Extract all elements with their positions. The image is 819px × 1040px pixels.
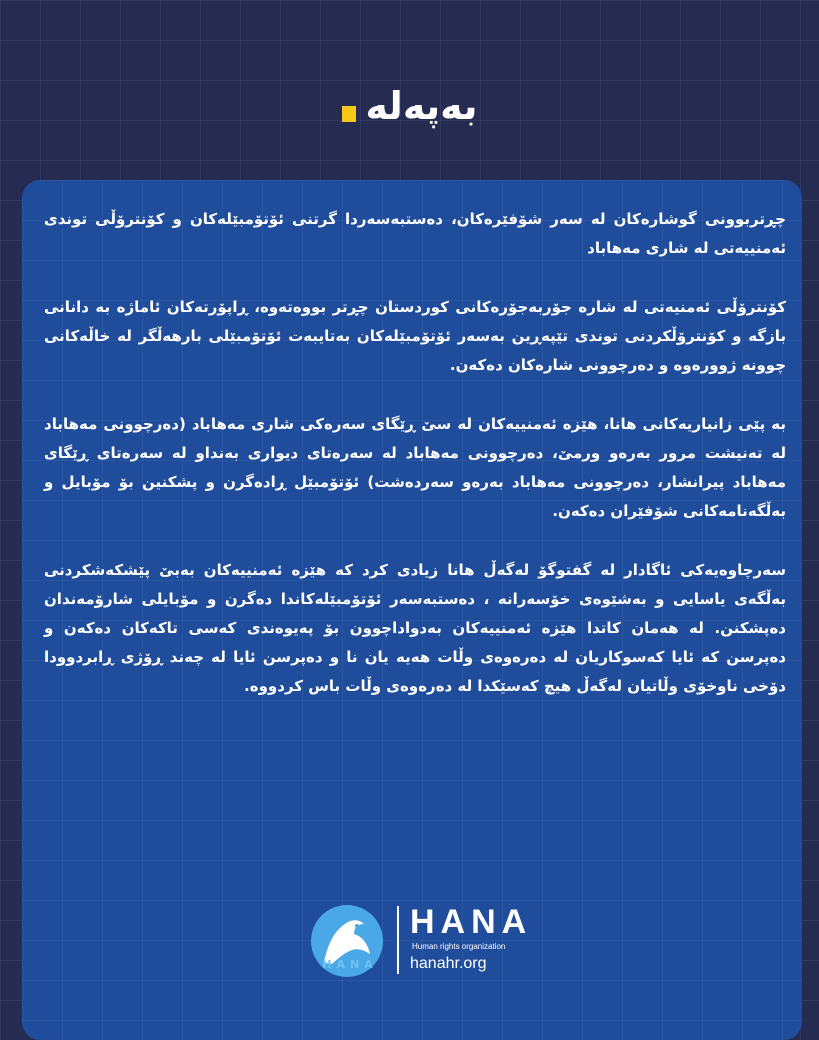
article-headline: چڕتربوونی گوشارەکان لە سەر شۆفێرەکان، دەستبەسەردا گرتنی ئۆتۆمبێلەکان و کۆنترۆڵی توندی ئەمنییەتی لە شاری مەهاباد: [44, 210, 786, 257]
footer-divider: [397, 906, 399, 974]
brand-url-link[interactable]: hanahr.org: [410, 955, 487, 972]
brand-name: HANA: [410, 903, 533, 941]
footer-branding: [0, 896, 819, 986]
article-paragraph: بە پێی زانیاریەکانی هانا، هێزە ئەمنییەکان لە سێ ڕێگای سەرەکی شاری مەهاباد (دەرچوونی مەهاباد لە تەنیشت مرور بەرەو ورمێ، دەرچوونی مەهاباد لە سەرەتای دیواری بەنداو لە سەرەتای ڕێگای مەهاباد پیرانشار، دەرچوونی مەهاباد بەرەو سەردەشت) ئۆتۆمبێل ڕادەگرن و پشکنین بۆ مۆبایل و بەڵگەنامەکانی شۆفێران دەکەن.: [44, 415, 786, 520]
brand-tagline: Human rights organization: [412, 942, 506, 951]
title-accent-square: [342, 106, 356, 122]
logo-caption: HANA: [322, 958, 378, 971]
header: [0, 78, 819, 134]
page-title: [342, 78, 478, 134]
article-body: [44, 205, 786, 731]
article-paragraph: کۆنترۆڵی ئەمنیەتی لە شارە جۆربەجۆرەکانی کوردستان چڕتر بووەتەوە، ڕاپۆرتەکان ئاماژە بە دانانی بازگە و کۆنترۆڵکردنی توندی تێپەڕین بەسەر ئۆتۆمبێلەکان بەتایبەت ئۆتۆمبێلی بارهەڵگر لە خاڵەکانی چوونە ژوورەوە و دەرچوونی شارەکان دەکەن.: [44, 298, 786, 374]
article-paragraph: سەرچاوەیەکی ئاگادار لە گفتوگۆ لەگەڵ هانا زیادی کرد کە هێزە ئەمنییەکان بەبێ پێشکەشکردنی بەڵگەی یاسایی و بەشێوەی خۆسەرانە ، دەستبەسەر ئۆتۆمبێلەکاندا دەگرن و مۆبایلی شارۆمەندان دەپشکنن. لە هەمان کاتدا هێزە ئەمنییەکان بەدواداچوون بۆ پەیوەندی کەسی تاکەکان دەکەن و دەپرسن کە ئایا کەسوکاریان لە دەرەوەی وڵات هەیە یان نا و دەپرسن ئایا لە چەند ڕۆژی ڕابردوودا دۆخی ناوخۆی وڵاتیان لەگەڵ هیچ کەسێکدا لە دەرەوەی وڵات باس کردووە.: [44, 561, 786, 695]
page-title-text: بەپەلە: [365, 84, 478, 128]
